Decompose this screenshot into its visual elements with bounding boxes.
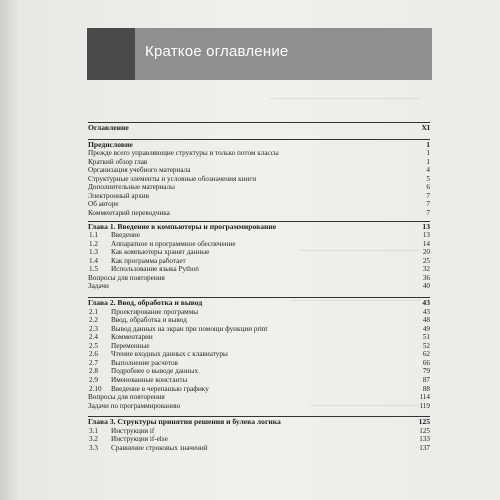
section-number: 2.1	[89, 307, 98, 316]
entry-label: Инструкция if	[111, 426, 155, 435]
page-title: Краткое оглавление	[145, 43, 289, 60]
entry-label: Ввод, обработка и вывод	[111, 316, 187, 325]
entry-page: 125	[419, 426, 430, 435]
entry-page: 51	[422, 333, 430, 342]
entry-page: 52	[422, 341, 430, 350]
toc-entry[interactable]	[88, 231, 430, 240]
entry-label: Структурные элементы и условные обозначения книги	[88, 174, 257, 183]
entry-page: 88	[422, 384, 430, 393]
chapter-title: Глава 3. Структуры принятия решения и булева логика	[88, 417, 281, 427]
entry-page: 43	[422, 297, 430, 307]
entry-label: Чтение входных данных с клавиатуры	[111, 350, 228, 359]
entry-label: Прежде всего управляющие структуры и только потом классы	[88, 149, 279, 158]
toc-entry[interactable]	[88, 282, 430, 291]
section-number: 2.2	[89, 316, 98, 325]
toc-entry[interactable]	[88, 192, 430, 201]
entry-label: Предисловие	[88, 139, 133, 149]
entry-label: Введение	[111, 231, 140, 240]
entry-label: Переменные	[111, 341, 150, 350]
entry-page: 13	[422, 231, 430, 240]
entry-label: Использование языка Python	[111, 265, 199, 274]
toc-entry-contents[interactable]	[88, 123, 430, 133]
toc-entry[interactable]	[88, 149, 430, 158]
toc-entry[interactable]	[88, 325, 430, 334]
entry-page: 87	[422, 375, 430, 384]
entry-page: 119	[419, 401, 430, 410]
entry-label: Аппаратное и программное обеспечение	[111, 239, 236, 248]
chapter-title: Глава 2. Ввод, обработка и вывод	[88, 297, 203, 307]
section-number: 2.6	[89, 350, 98, 359]
section-number: 1.1	[89, 231, 98, 240]
section-number: 3.1	[89, 426, 98, 435]
entry-label: Организация учебного материала	[88, 166, 191, 175]
entry-page: 137	[419, 443, 430, 452]
toc-chapter-2[interactable]	[88, 298, 430, 308]
entry-page: 114	[419, 393, 430, 402]
entry-label: Инструкция if-else	[111, 435, 168, 444]
entry-label: Именованные константы	[111, 375, 188, 384]
bleed-through-line	[270, 98, 420, 99]
toc-entry[interactable]	[88, 402, 430, 411]
entry-page: 5	[426, 174, 430, 183]
entry-label: Об авторе	[88, 200, 119, 209]
section-number: 2.5	[89, 341, 98, 350]
toc-entry[interactable]	[88, 248, 430, 257]
toc-entry[interactable]	[88, 265, 430, 274]
section-number: 2.8	[89, 367, 98, 376]
entry-label: Электронный архив	[88, 191, 150, 200]
entry-page: 36	[422, 273, 430, 282]
section-number: 2.3	[89, 324, 98, 333]
section-number: 2.4	[89, 333, 98, 342]
entry-label: Как компьютеры хранят данные	[111, 248, 210, 257]
toc-entry[interactable]	[88, 316, 430, 325]
entry-page: 20	[422, 248, 430, 257]
toc-entry[interactable]	[88, 359, 430, 368]
entry-page: 1	[426, 149, 430, 158]
entry-page: 40	[422, 282, 430, 291]
entry-label: Вопросы для повторения	[88, 273, 165, 282]
entry-label: Дополнительные материалы	[88, 183, 175, 192]
entry-label: Задачи по программированию	[88, 401, 181, 410]
toc-entry-preface[interactable]	[88, 140, 430, 150]
entry-page: 7	[426, 191, 430, 200]
entry-page: 48	[422, 316, 430, 325]
entry-label: Сравнение строковых значений	[111, 443, 208, 452]
toc-entry[interactable]	[88, 308, 430, 317]
section-number: 1.4	[89, 256, 98, 265]
toc-entry[interactable]	[88, 367, 430, 376]
toc-entry[interactable]	[88, 175, 430, 184]
toc-entry[interactable]	[88, 427, 430, 436]
toc-entry[interactable]	[88, 350, 430, 359]
entry-label: Оглавление	[88, 123, 129, 132]
entry-page: 1	[426, 139, 430, 149]
section-number: 1.3	[89, 248, 98, 257]
entry-label: Вывод данных на экран при помощи функции print	[111, 324, 268, 333]
entry-page: 66	[422, 358, 430, 367]
entry-page: 13	[422, 221, 430, 231]
entry-page: 43	[422, 307, 430, 316]
chapter-title: Глава 1. Введение в компьютеры и программирование	[88, 221, 277, 231]
section-number: 3.3	[89, 443, 98, 452]
toc-entry[interactable]	[88, 200, 430, 209]
toc-entry[interactable]	[88, 393, 430, 402]
entry-label: Введение в черепашью графику	[111, 384, 209, 393]
toc-entry[interactable]	[88, 342, 430, 351]
entry-label: Выполнение расчетов	[111, 358, 178, 367]
toc-entry[interactable]	[88, 240, 430, 249]
entry-label: Вопросы для повторения	[88, 393, 165, 402]
entry-label: Краткий обзор глав	[88, 157, 148, 166]
entry-label: Как программа работает	[111, 256, 186, 265]
toc-entry[interactable]	[88, 435, 430, 444]
entry-page: 6	[426, 183, 430, 192]
entry-page: 14	[422, 239, 430, 248]
entry-page: 133	[419, 435, 430, 444]
toc-entry[interactable]	[88, 183, 430, 192]
toc-entry[interactable]	[88, 166, 430, 175]
entry-page: 7	[426, 200, 430, 209]
toc-entry[interactable]	[88, 274, 430, 283]
entry-page: 125	[418, 417, 430, 427]
toc-entry[interactable]	[88, 385, 430, 394]
toc-entry[interactable]	[88, 257, 430, 266]
toc-entry[interactable]	[88, 158, 430, 167]
toc-entry[interactable]	[88, 333, 430, 342]
entry-page: 4	[426, 166, 430, 175]
header-dark-block	[87, 28, 135, 80]
entry-page: 7	[426, 209, 430, 218]
entry-page: 49	[422, 324, 430, 333]
entry-label: Проектирование программы	[111, 307, 199, 316]
entry-page: 32	[422, 265, 430, 274]
entry-label: Комментарии	[111, 333, 153, 342]
toc-chapter-3[interactable]	[88, 417, 430, 427]
section-number: 2.10	[89, 384, 102, 393]
entry-page: 25	[422, 256, 430, 265]
entry-page: 1	[426, 157, 430, 166]
toc-entry[interactable]	[88, 209, 430, 218]
toc-entry[interactable]	[88, 444, 430, 453]
entry-label: Подробнее о выводе данных	[111, 367, 199, 376]
entry-label: Задачи	[88, 282, 109, 291]
section-number: 1.2	[89, 239, 98, 248]
toc-entry[interactable]	[88, 376, 430, 385]
section-number: 2.7	[89, 358, 98, 367]
section-number: 3.2	[89, 435, 98, 444]
section-number: 1.5	[89, 265, 98, 274]
entry-label: Комментарий переводчика	[88, 209, 170, 218]
section-number: 2.9	[89, 375, 98, 384]
toc-chapter-1[interactable]	[88, 222, 430, 232]
entry-page: 62	[422, 350, 430, 359]
entry-page: XI	[421, 123, 430, 132]
entry-page: 79	[422, 367, 430, 376]
table-of-contents	[88, 122, 430, 452]
